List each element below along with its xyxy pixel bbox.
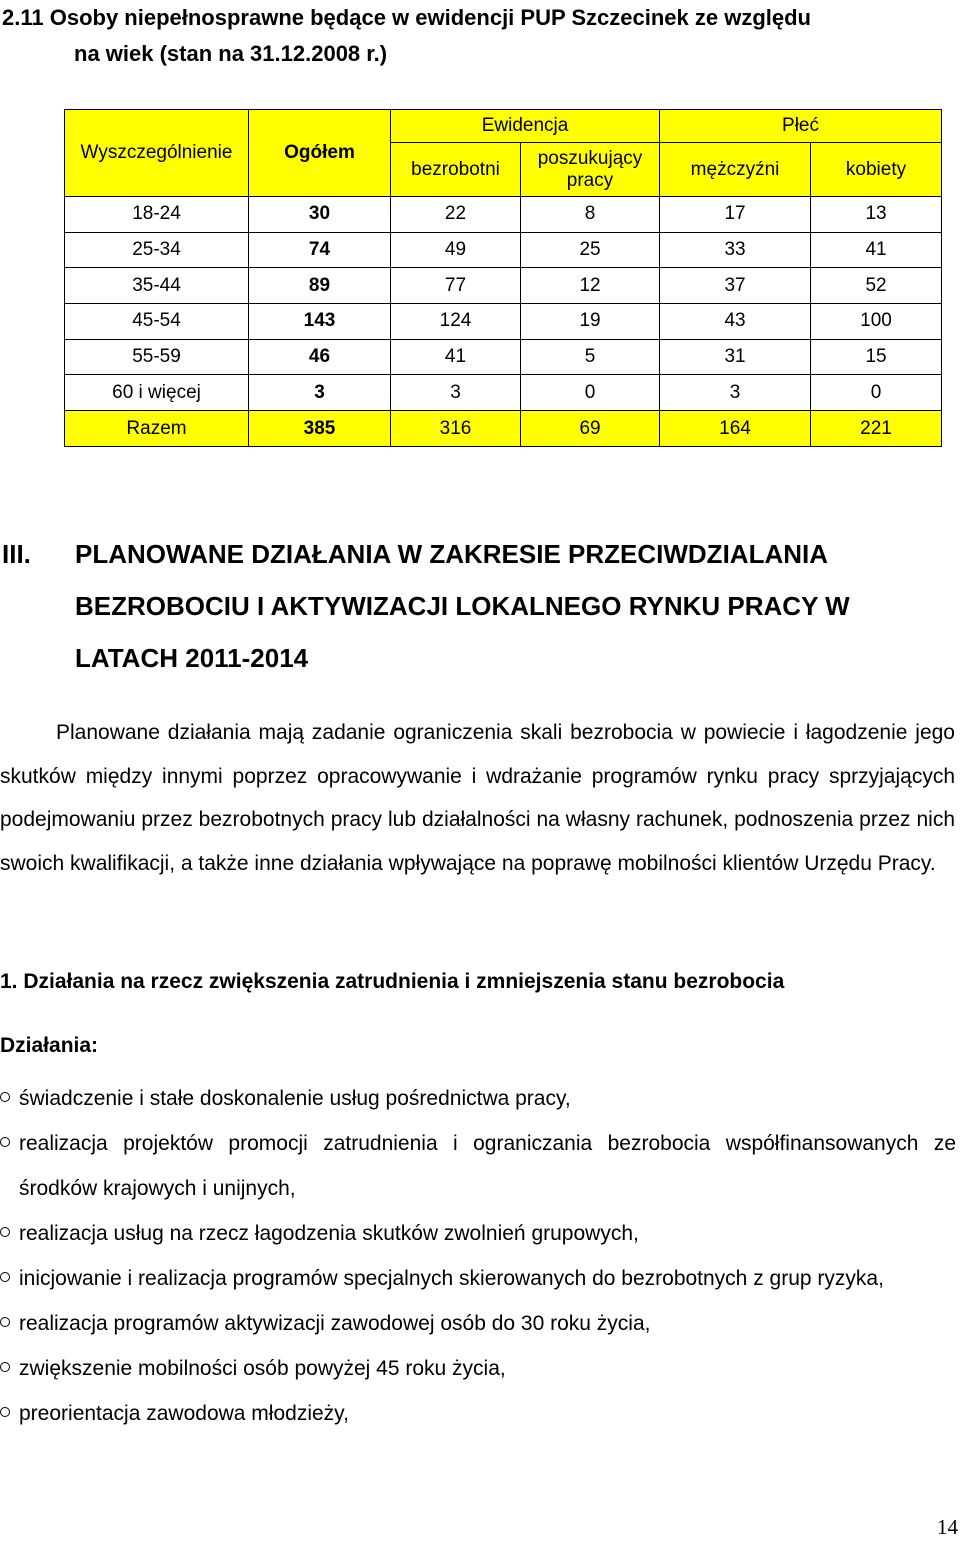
table-title-line-2: na wiek (stan na 31.12.2008 r.) [74, 41, 388, 66]
header-poszukujacy-line-2: pracy [566, 169, 614, 191]
header-ogolem: Ogółem [249, 110, 391, 197]
row-bezrobotni: 3 [391, 375, 521, 411]
actions-label: Działania: [0, 1034, 99, 1057]
row-label: 35-44 [65, 268, 249, 304]
header-poszukujacy-line-1: poszukujący [537, 147, 643, 169]
table-row [65, 197, 942, 233]
total-kobiety: 221 [811, 411, 942, 447]
header-bezrobotni: bezrobotni [391, 143, 521, 197]
list-item-text: realizacja programów aktywizacji zawodowej osób do 30 roku życia, [19, 1312, 651, 1335]
list-item-text: realizacja projektów promocji zatrudnienia i ograniczania bezrobocia współfinansowanych ze środków krajowych i unijnych, [19, 1132, 956, 1200]
row-total: 3 [249, 375, 391, 411]
row-bezrobotni: 41 [391, 339, 521, 375]
row-poszukujacy: 19 [521, 304, 660, 340]
row-label: 55-59 [65, 339, 249, 375]
table-title [2, 0, 952, 72]
list-item [0, 1256, 956, 1301]
row-bezrobotni: 124 [391, 304, 521, 340]
row-poszukujacy: 8 [521, 197, 660, 233]
row-kobiety: 0 [811, 375, 942, 411]
total-mezczyzni: 164 [660, 411, 811, 447]
row-poszukujacy: 25 [521, 232, 660, 268]
total-ogolem: 385 [249, 411, 391, 447]
list-item-text: świadczenie i stałe doskonalenie usług pośrednictwa pracy, [19, 1087, 571, 1110]
intro-paragraph-text: Planowane działania mają zadanie ograniczenia skali bezrobocia w powiecie i łagodzenie jego skutków między innymi poprzez opracowywanie i wdrażanie programów rynku pracy sprzyjających podejmowaniu przez bezrobotnych pracy lub działalności na własny rachunek, podnoszenia przez nich swoich kwalifikacji, a także inne działania wpływające na poprawę mobilności klientów Urzędu Pracy. [0, 721, 955, 875]
bullet-icon [0, 1092, 10, 1102]
section-title: PLANOWANE DZIAŁANIA W ZAKRESIE PRZECIWDZIALANIA BEZROBOCIU I AKTYWIZACJI LOKALNEGO RYNKU PRACY W LATACH 2011-2014 [75, 539, 850, 673]
list-item-text: preorientacja zawodowa młodzieży, [19, 1402, 349, 1425]
bullet-icon [0, 1137, 10, 1147]
row-bezrobotni: 49 [391, 232, 521, 268]
row-total: 143 [249, 304, 391, 340]
total-bezrobotni: 316 [391, 411, 521, 447]
bullet-icon [0, 1362, 10, 1372]
row-kobiety: 13 [811, 197, 942, 233]
row-kobiety: 100 [811, 304, 942, 340]
table-row [65, 375, 942, 411]
header-mezczyzni: mężczyźni [660, 143, 811, 197]
row-mezczyzni: 31 [660, 339, 811, 375]
table-header-row-1 [65, 110, 942, 143]
header-poszukujacy [521, 143, 660, 197]
list-item [0, 1211, 956, 1256]
disabled-persons-table [64, 109, 942, 447]
list-item-text: realizacja usług na rzecz łagodzenia skutków zwolnień grupowych, [19, 1222, 639, 1245]
header-plec: Płeć [660, 110, 942, 143]
list-item [0, 1076, 956, 1121]
row-poszukujacy: 5 [521, 339, 660, 375]
header-ewidencja: Ewidencja [391, 110, 660, 143]
row-bezrobotni: 77 [391, 268, 521, 304]
table-row [65, 339, 942, 375]
list-item-text: zwiększenie mobilności osób powyżej 45 roku życia, [19, 1357, 506, 1380]
list-item [0, 1346, 956, 1391]
section-number: III. [2, 539, 31, 569]
bullet-icon [0, 1317, 10, 1327]
row-total: 74 [249, 232, 391, 268]
actions-list [0, 1076, 956, 1436]
list-item [0, 1121, 956, 1211]
bullet-icon [0, 1227, 10, 1237]
row-kobiety: 41 [811, 232, 942, 268]
subsection-heading: 1. Działania na rzecz zwiększenia zatrudnienia i zmniejszenia stanu bezrobocia [0, 970, 785, 993]
total-label: Razem [65, 411, 249, 447]
table-total-row [65, 411, 942, 447]
table-row [65, 232, 942, 268]
row-label: 18-24 [65, 197, 249, 233]
list-item [0, 1301, 956, 1346]
row-bezrobotni: 22 [391, 197, 521, 233]
row-kobiety: 15 [811, 339, 942, 375]
row-mezczyzni: 33 [660, 232, 811, 268]
list-item-text: inicjowanie i realizacja programów specjalnych skierowanych do bezrobotnych z grup ryzyka, [19, 1267, 884, 1290]
row-label: 25-34 [65, 232, 249, 268]
row-label: 60 i więcej [65, 375, 249, 411]
table-title-line-1: 2.11 Osoby niepełnosprawne będące w ewidencji PUP Szczecinek ze względu [2, 5, 811, 30]
row-total: 89 [249, 268, 391, 304]
list-item [0, 1391, 956, 1436]
row-mezczyzni: 43 [660, 304, 811, 340]
row-kobiety: 52 [811, 268, 942, 304]
header-kobiety: kobiety [811, 143, 942, 197]
table-row [65, 268, 942, 304]
total-poszukujacy: 69 [521, 411, 660, 447]
row-mezczyzni: 3 [660, 375, 811, 411]
row-mezczyzni: 17 [660, 197, 811, 233]
row-mezczyzni: 37 [660, 268, 811, 304]
page-number: 14 [937, 1515, 958, 1539]
row-total: 46 [249, 339, 391, 375]
row-label: 45-54 [65, 304, 249, 340]
row-poszukujacy: 12 [521, 268, 660, 304]
bullet-icon [0, 1407, 10, 1417]
table-row [65, 304, 942, 340]
header-wyszczegolnienie: Wyszczególnienie [65, 110, 249, 197]
row-total: 30 [249, 197, 391, 233]
intro-paragraph [0, 711, 955, 885]
bullet-icon [0, 1272, 10, 1282]
row-poszukujacy: 0 [521, 375, 660, 411]
section-heading [0, 528, 958, 684]
